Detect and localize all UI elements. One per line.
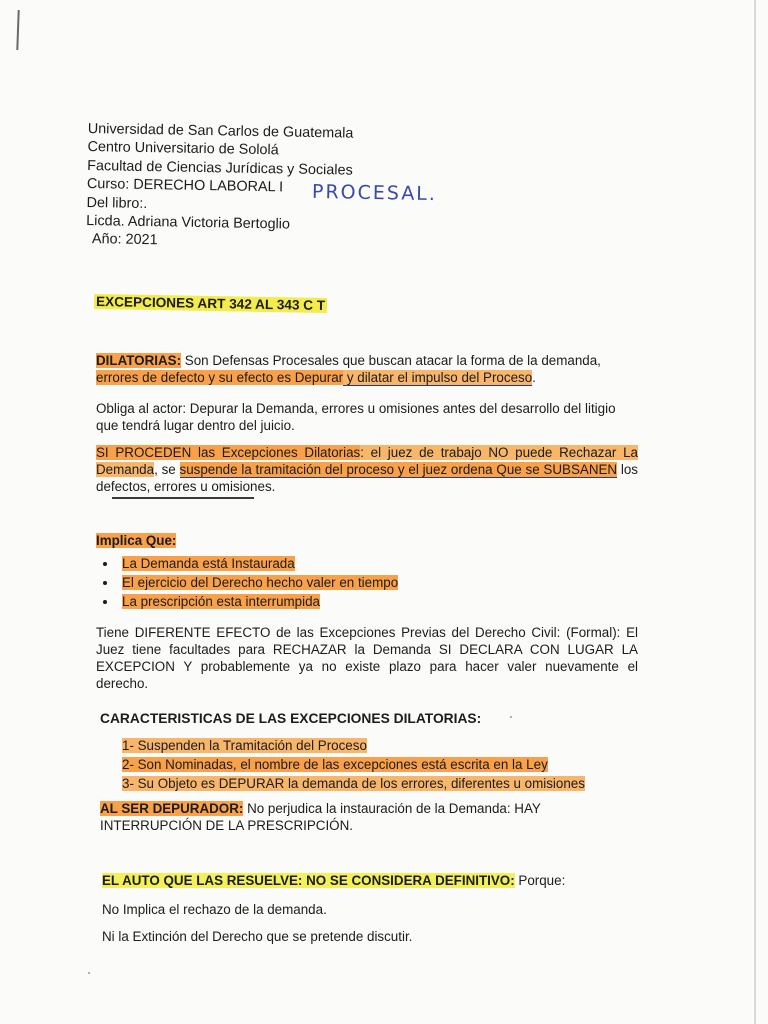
depurador-paragraph [100,800,642,834]
depurador-label: AL SER DEPURADOR: [100,801,244,816]
dilatorias-text-1: Son Defensas Procesales que buscan atacar la forma de la demanda, [181,353,601,368]
proceden-part-5: los defectos, errores u omisiones. [96,462,638,494]
dilatorias-paragraph [96,352,638,386]
speck [88,972,90,974]
list-item: • La Demanda está Instaurada [118,555,638,572]
header-faculty: Facultad de Ciencias Jurídicas y Sociales [87,157,353,179]
tiene-paragraph: Tiene DIFERENTE EFECTO de las Excepciones Previas del Derecho Civil: (Formal): El Juez tiene facultades para RECHAZAR la Demanda SI DECLARA CON LUGAR LA EXCEPCION Y probablemente ya no existe plazo para hacer valer nuevamente el derecho. [96,625,638,691]
caracteristicas-list [100,737,642,792]
list-item: • El ejercicio del Derecho hecho valer en tiempo [118,574,638,591]
header-book: Del libro:. [86,194,148,212]
list-item: 1- Suspenden la Tramitación del Proceso [122,738,367,753]
auto-section [102,872,644,945]
page-edge [754,0,756,1024]
implica-label: Implica Que: [96,533,177,548]
depurador-text: No perjudica la instauración de la Demanda: HAY INTERRUPCIÓN DE LA PRESCRIPCIÓN. [100,801,541,833]
dilatorias-text-2b: y dilatar el impulso del Proceso [343,370,533,385]
list-item: 2- Son Nominadas, el nombre de las excepciones está escrita en la Ley [122,757,548,772]
pen-mark [16,10,19,50]
dilatorias-label: DILATORIAS: [96,353,182,368]
implica-list [96,555,638,610]
header-teacher: Licda. Adriana Victoria Bertoglio [86,213,291,233]
speck [510,716,512,718]
header-year: Año: 2021 [91,231,158,249]
obliga-paragraph: Obliga al actor: Depurar la Demanda, errores u omisiones antes del desarrollo del litigio que tendrá lugar dentro del juicio. [96,401,616,433]
implica-section [96,532,638,612]
dilatorias-text-2a: errores de defecto y su efecto es Depurar [96,370,344,385]
proceden-paragraph [96,444,638,495]
header-course: Curso: DERECHO LABORAL I [86,176,284,196]
caracteristicas-label: CARACTERISTICAS DE LAS EXCEPCIONES DILATORIAS: [100,711,482,726]
handwritten-note: PROCESAL. [311,180,438,206]
header-center: Centro Universitario de Sololá [87,139,279,159]
proceden-part-1: SI PROCEDEN las Excepciones Dilatorias [96,445,361,460]
pen-underline [112,497,254,499]
auto-line-2: Ni la Extinción del Derecho que se pretende discutir. [102,929,413,944]
list-item: 3- Su Objeto es DEPURAR la demanda de los errores, diferentes u omisiones [122,776,585,791]
caracteristicas-section [100,710,642,794]
proceden-part-4: suspende la tramitación del proceso y el juez ordena Que se SUBSANEN [179,462,618,477]
auto-label: EL AUTO QUE LAS RESUELVE: NO SE CONSIDERA DEFINITIVO: [102,873,515,888]
dilatorias-text-2c: . [532,370,536,385]
auto-suffix: Porque: [514,873,566,888]
list-item: • La prescripción esta interrumpida [118,593,638,610]
document-header [86,120,508,256]
proceden-part-3: , se [154,462,180,477]
auto-line-1: No Implica el rechazo de la demanda. [102,902,327,917]
header-university: Universidad de San Carlos de Guatemala [87,120,354,142]
proceden-part-2: : el juez de trabajo NO puede Rechazar La Demanda [96,445,639,477]
page-title: EXCEPCIONES ART 342 AL 343 C T [95,294,326,313]
